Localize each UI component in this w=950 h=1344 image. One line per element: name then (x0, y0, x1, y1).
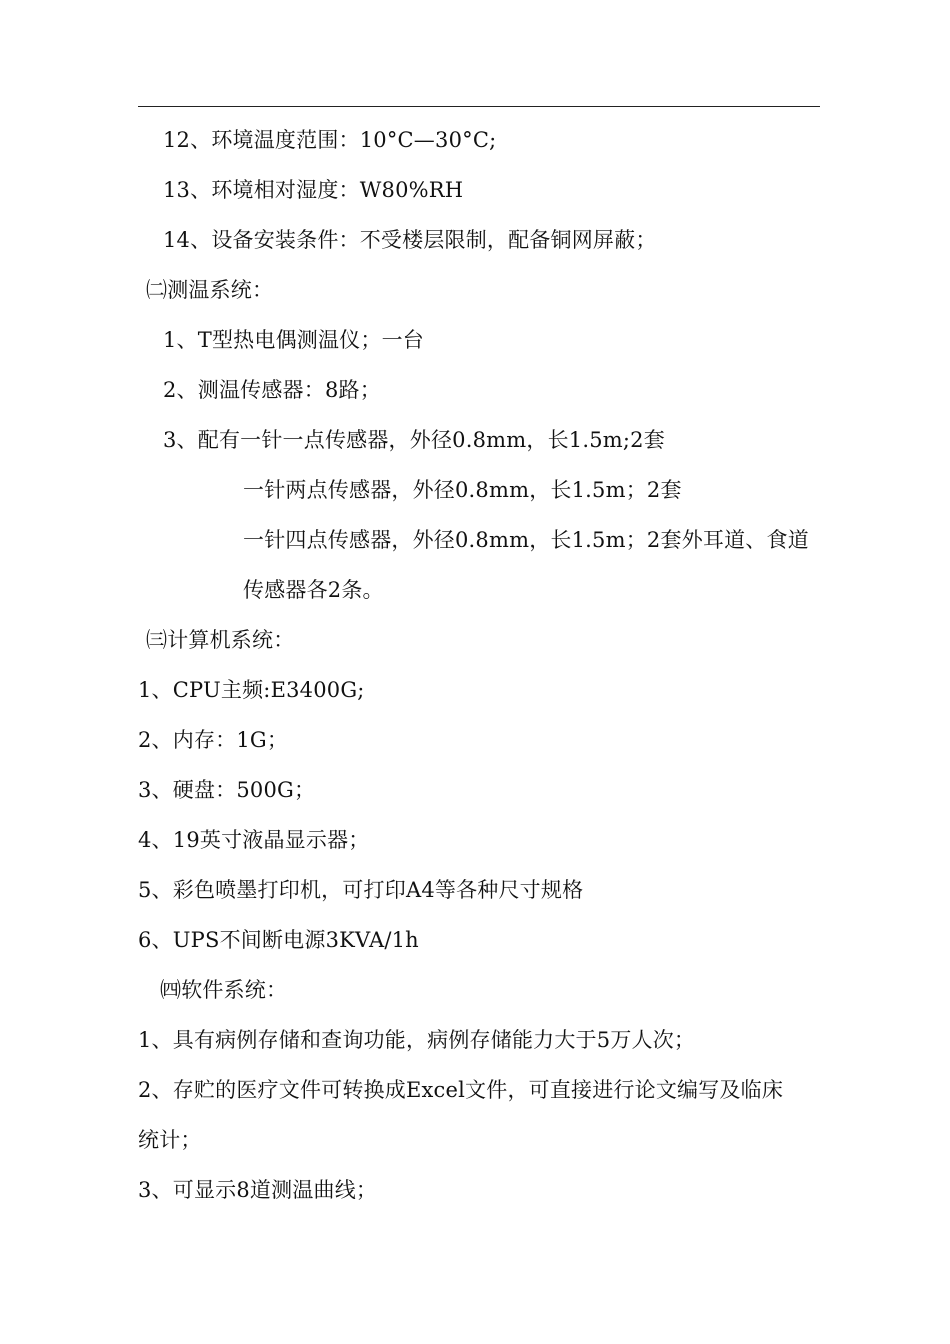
temp-item-two-point-sensor: 一针两点传感器，外径0.8mm，长1.5m；2套 (243, 478, 682, 502)
computer-item-cpu: 1、CPU主频:E3400G; (138, 678, 365, 702)
temp-item-four-point-sensor: 一针四点传感器，外径0.8mm，长1.5m；2套外耳道、食道 (243, 528, 809, 552)
spec-ambient-temperature: 12、环境温度范围：10°C—30°C; (163, 128, 497, 152)
software-item-excel-export: 2、存贮的医疗文件可转换成Excel文件，可直接进行论文编写及临床 (138, 1078, 784, 1102)
section-heading-computer-system: ㈢计算机系统： (146, 628, 295, 652)
spec-relative-humidity: 13、环境相对湿度：W80%RH (163, 178, 464, 202)
computer-item-ups: 6、UPS不间断电源3KVA/1h (138, 928, 419, 952)
software-item-excel-export-continued: 统计； (138, 1128, 202, 1152)
temp-item-sensor-channels: 2、测温传感器：8路； (163, 378, 381, 402)
section-heading-temperature-system: ㈡测温系统： (146, 278, 274, 302)
temp-item-single-point-sensor: 3、配有一针一点传感器，外径0.8mm，长1.5m;2套 (163, 428, 665, 452)
software-item-case-storage: 1、具有病例存储和查询功能，病例存储能力大于5万人次； (138, 1028, 696, 1052)
spec-installation-conditions: 14、设备安装条件：不受楼层限制，配备铜网屏蔽； (163, 228, 657, 252)
computer-item-memory: 2、内存：1G； (138, 728, 289, 752)
software-item-curves: 3、可显示8道测温曲线； (138, 1178, 378, 1202)
computer-item-monitor: 4、19英寸液晶显示器； (138, 828, 370, 852)
temp-item-thermometer: 1、T型热电偶测温仪；一台 (163, 328, 424, 352)
computer-item-disk: 3、硬盘：500G； (138, 778, 316, 802)
temp-item-sensor-continued: 传感器各2条。 (243, 578, 384, 602)
section-heading-software-system: ㈣软件系统： (160, 978, 288, 1002)
computer-item-printer: 5、彩色喷墨打印机，可打印A4等各种尺寸规格 (138, 878, 584, 902)
